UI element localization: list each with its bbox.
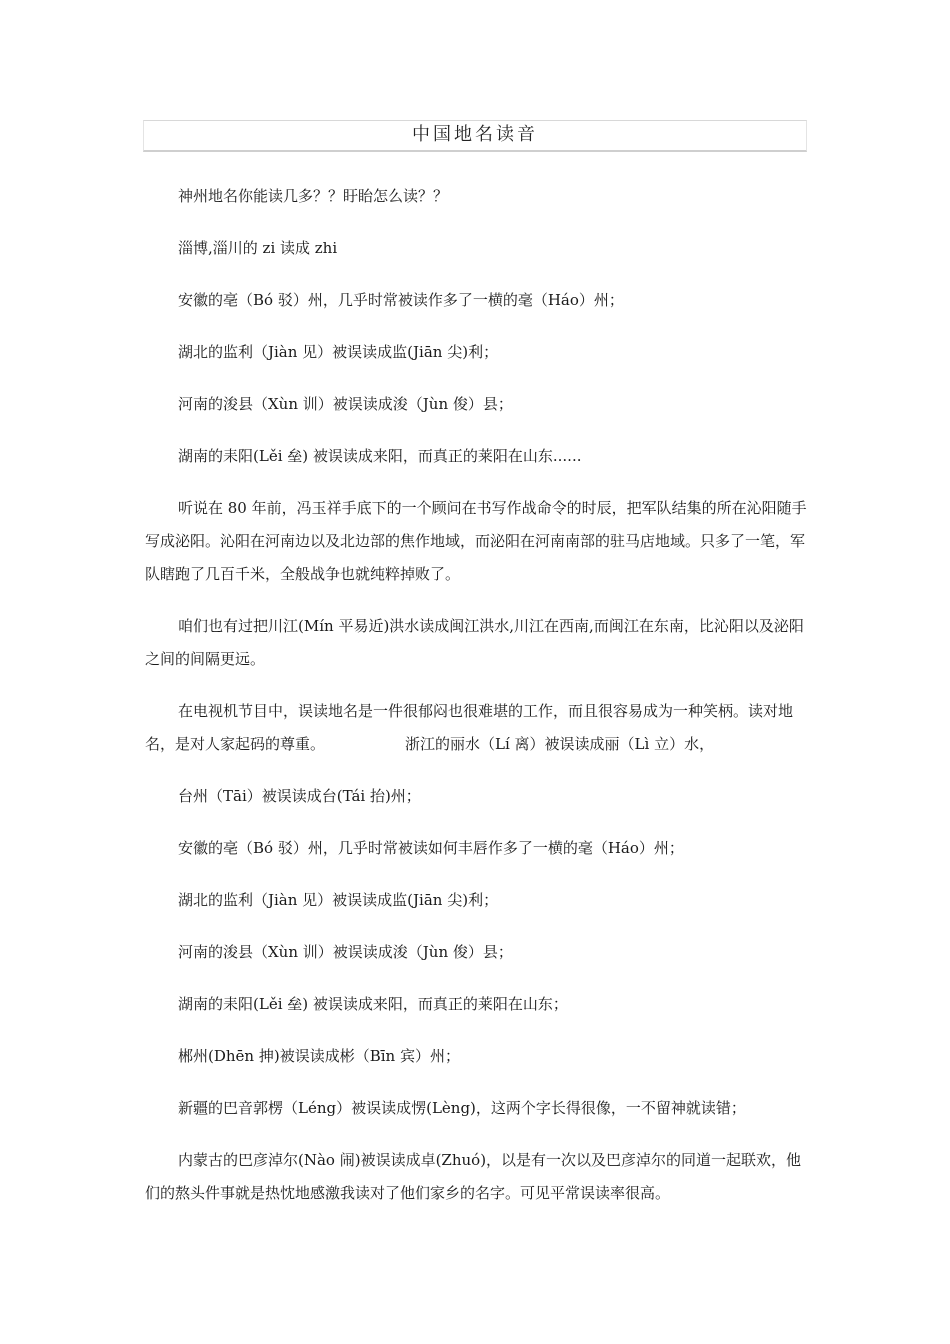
- paragraph: 郴州(Dhēn 抻)被误读成彬（Bīn 宾）州；: [178, 1047, 460, 1065]
- paragraph: 内蒙古的巴彦淖尔(Nào 闹)被误读成卓(Zhuó)，以是有一次以及巴彦淖尔的同道一起联欢，他们的熬头件事就是热忱地感激我读对了他们家乡的名字。可见平常误读率很高。: [145, 1151, 802, 1202]
- tv-paragraph: [145, 695, 810, 761]
- paragraph: 安徽的亳（Bó 驳）州，几乎时常被读作多了一横的毫（Háo）州；: [178, 291, 624, 309]
- document-body: [145, 180, 810, 1229]
- paragraph: 河南的浚县（Xùn 训）被误读成浚（Jùn 俊）县；: [178, 395, 513, 413]
- paragraph: 湖南的耒阳(Lěi 垒) 被误读成来阳，而真正的莱阳在山东；: [178, 995, 568, 1013]
- paragraph: 新疆的巴音郭楞（Léng）被误读成愣(Lèng)，这两个字长得很像，一不留神就读错；: [178, 1099, 746, 1117]
- paragraph: 咱们也有过把川江(Mín 平易近)洪水读成闽江洪水,川江在西南,而闽江在东南，比沁阳以及泌阳之间的间隔更远。: [145, 617, 804, 668]
- paragraph: 听说在 80 年前，冯玉祥手底下的一个顾问在书写作战命令的时辰，把军队结集的所在沁阳随手写成泌阳。沁阳在河南边以及北边部的焦作地域，而泌阳在河南南部的驻马店地域。只多了一笔，军队瞎跑了几百千米，全般战争也就纯粹掉败了。: [145, 499, 807, 583]
- paragraph: 河南的浚县（Xùn 训）被误读成浚（Jùn 俊）县；: [178, 943, 513, 961]
- paragraph: 湖北的监利（Jiàn 见）被误读成监(Jiān 尖)利；: [178, 343, 499, 361]
- lishui-text: 浙江的丽水（Lí 离）被误读成丽（Lì 立）水，: [405, 735, 715, 753]
- paragraph: 湖南的耒阳(Lěi 垒) 被误读成来阳，而真正的莱阳在山东......: [178, 447, 582, 465]
- paragraph: 淄博,淄川的 zi 读成 zhi: [178, 239, 338, 257]
- tv-paragraph-text: 在电视机节目中，误读地名是一件很郁闷也很难堪的工作，而且很容易成为一种笑柄。读对地名，是对人家起码的尊重。: [145, 702, 794, 753]
- document-title: 中国地名读音: [143, 120, 807, 152]
- paragraph: 安徽的亳（Bó 驳）州，几乎时常被读如何丰唇作多了一横的毫（Háo）州；: [178, 839, 684, 857]
- paragraph: 神州地名你能读几多？？盱眙怎么读？？: [178, 187, 449, 205]
- paragraph: 湖北的监利（Jiàn 见）被误读成监(Jiān 尖)利；: [178, 891, 499, 909]
- paragraph: 台州（Tāi）被误读成台(Tái 抬)州；: [178, 787, 421, 805]
